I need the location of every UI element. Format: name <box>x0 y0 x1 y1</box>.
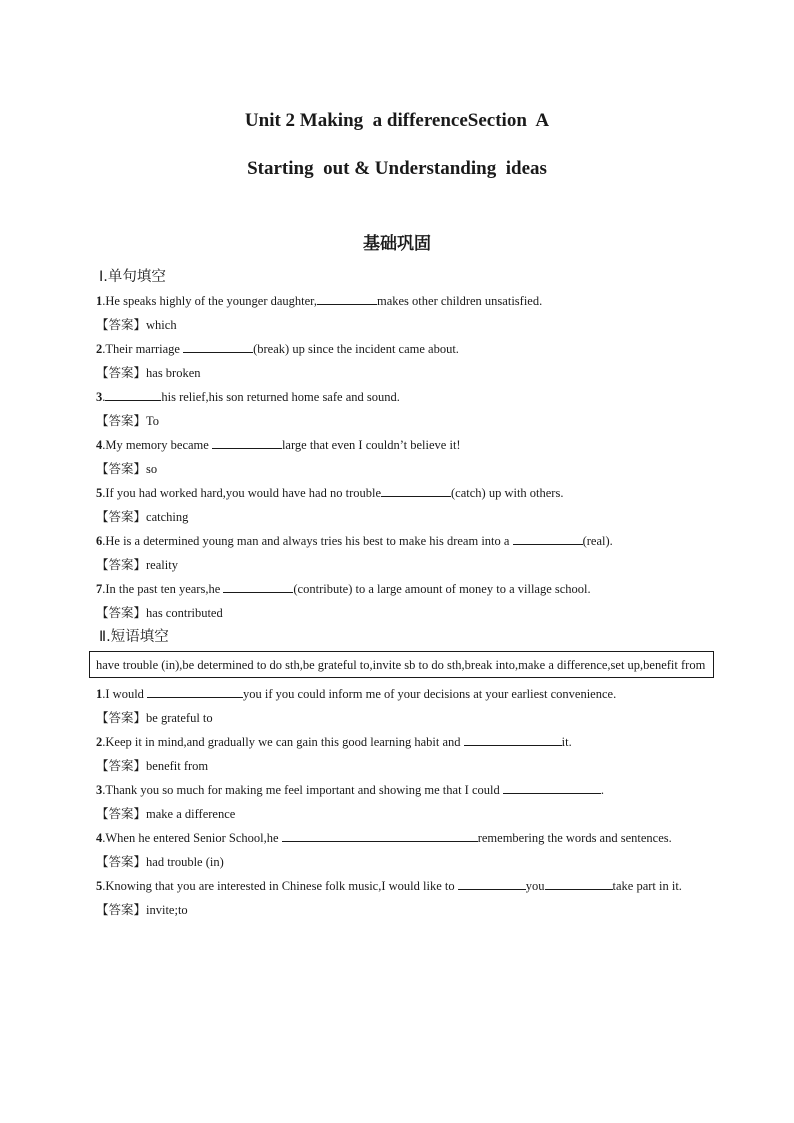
exercise-content <box>96 265 708 922</box>
question-1 <box>96 289 708 313</box>
answer-text: make a difference <box>146 807 236 821</box>
question-number: 2 <box>96 342 103 356</box>
answer-text: so <box>146 462 158 476</box>
part2-title: Ⅱ.短语填空 <box>99 629 169 645</box>
question-number: 3 <box>96 390 103 404</box>
answer-text: To <box>146 414 160 428</box>
answer-line <box>96 457 708 481</box>
document-subtitle: Starting out & Understanding ideas <box>247 158 547 179</box>
answer-label: 【答案】 <box>96 854 147 869</box>
answer-blank <box>223 578 293 593</box>
question-1 <box>96 682 708 706</box>
question-4 <box>96 433 708 457</box>
answer-blank <box>105 386 161 401</box>
answer-text: catching <box>146 510 189 524</box>
answer-label: 【答案】 <box>96 365 147 380</box>
answer-blank <box>282 827 478 842</box>
answer-blank <box>545 875 613 890</box>
question-7 <box>96 577 708 601</box>
question-number: 7 <box>96 582 103 596</box>
answer-line <box>96 802 708 826</box>
question-text: .My memory became <box>102 438 212 452</box>
question-text: it. <box>561 735 572 749</box>
answer-text: has broken <box>146 366 201 380</box>
question-text: .In the past ten years,he <box>102 582 224 596</box>
phrase-box: have trouble (in),be determined to do sth,be grateful to,invite sb to do sth,break into,make a difference,set up,benefit from <box>89 651 714 678</box>
question-number: 4 <box>96 438 103 452</box>
question-text: (real). <box>582 534 613 548</box>
answer-line <box>96 601 708 625</box>
answer-label: 【答案】 <box>96 461 147 476</box>
answer-text: which <box>146 318 177 332</box>
question-text: . <box>600 783 604 797</box>
answer-label: 【答案】 <box>96 413 147 428</box>
answer-text: be grateful to <box>146 711 213 725</box>
question-4 <box>96 826 708 850</box>
question-text: . <box>102 390 106 404</box>
question-2 <box>96 337 708 361</box>
answer-line <box>96 898 708 922</box>
question-text: you if you could inform me of your decisions at your earliest convenience. <box>243 687 617 701</box>
answer-label: 【答案】 <box>96 758 147 773</box>
answer-label: 【答案】 <box>96 509 147 524</box>
answer-text: invite;to <box>146 903 188 917</box>
question-number: 3 <box>96 783 103 797</box>
question-2 <box>96 730 708 754</box>
answer-label: 【答案】 <box>96 557 147 572</box>
answer-blank <box>381 482 451 497</box>
answer-line <box>96 409 708 433</box>
section-heading: 基础巩固 <box>363 234 431 254</box>
answer-blank <box>317 290 377 305</box>
answer-blank <box>183 338 253 353</box>
question-text: (contribute) to a large amount of money to a village school. <box>293 582 591 596</box>
answer-line <box>96 313 708 337</box>
question-number: 2 <box>96 735 103 749</box>
answer-line <box>96 754 708 778</box>
question-text: (break) up since the incident came about. <box>253 342 459 356</box>
question-6 <box>96 529 708 553</box>
question-text: .Thank you so much for making me feel important and showing me that I could <box>102 783 503 797</box>
document-title: Unit 2 Making a differenceSection A <box>244 110 550 131</box>
question-text: (catch) up with others. <box>451 486 564 500</box>
answer-line <box>96 850 708 874</box>
question-3 <box>96 778 708 802</box>
question-text: remembering the words and sentences. <box>477 831 672 845</box>
question-number: 5 <box>96 486 103 500</box>
question-text: .Keep it in mind,and gradually we can gain this good learning habit and <box>102 735 464 749</box>
answer-label: 【答案】 <box>96 902 147 917</box>
question-text: his relief,his son returned home safe and sound. <box>161 390 400 404</box>
question-5 <box>96 481 708 505</box>
answer-label: 【答案】 <box>96 605 147 620</box>
part1-title: Ⅰ.单句填空 <box>99 269 166 285</box>
answer-text: reality <box>146 558 178 572</box>
question-text: large that even I couldn’t believe it! <box>281 438 461 452</box>
answer-label: 【答案】 <box>96 710 147 725</box>
answer-blank <box>464 731 562 746</box>
answer-line <box>96 361 708 385</box>
question-text: take part in it. <box>612 879 682 893</box>
answer-text: has contributed <box>146 606 223 620</box>
question-text: .He is a determined young man and always tries his best to make his dream into a <box>102 534 513 548</box>
answer-blank <box>513 530 583 545</box>
answer-blank <box>503 779 601 794</box>
question-text: .I would <box>102 687 148 701</box>
answer-blank <box>212 434 282 449</box>
question-5 <box>96 874 708 898</box>
answer-blank <box>147 683 243 698</box>
question-number: 1 <box>96 687 103 701</box>
answer-label: 【答案】 <box>96 806 147 821</box>
question-number: 5 <box>96 879 103 893</box>
question-text: .He speaks highly of the younger daughter, <box>102 294 317 308</box>
question-text: .If you had worked hard,you would have had no trouble <box>102 486 381 500</box>
answer-line <box>96 706 708 730</box>
answer-line <box>96 505 708 529</box>
question-text: makes other children unsatisfied. <box>376 294 543 308</box>
answer-blank <box>458 875 526 890</box>
question-text: .Their marriage <box>102 342 184 356</box>
question-text: .When he entered Senior School,he <box>102 831 282 845</box>
question-3 <box>96 385 708 409</box>
answer-text: had trouble (in) <box>146 855 224 869</box>
answer-text: benefit from <box>146 759 209 773</box>
question-number: 4 <box>96 831 103 845</box>
question-number: 1 <box>96 294 103 308</box>
question-number: 6 <box>96 534 103 548</box>
question-text: you <box>525 879 545 893</box>
answer-label: 【答案】 <box>96 317 147 332</box>
question-text: .Knowing that you are interested in Chinese folk music,I would like to <box>102 879 458 893</box>
answer-line <box>96 553 708 577</box>
